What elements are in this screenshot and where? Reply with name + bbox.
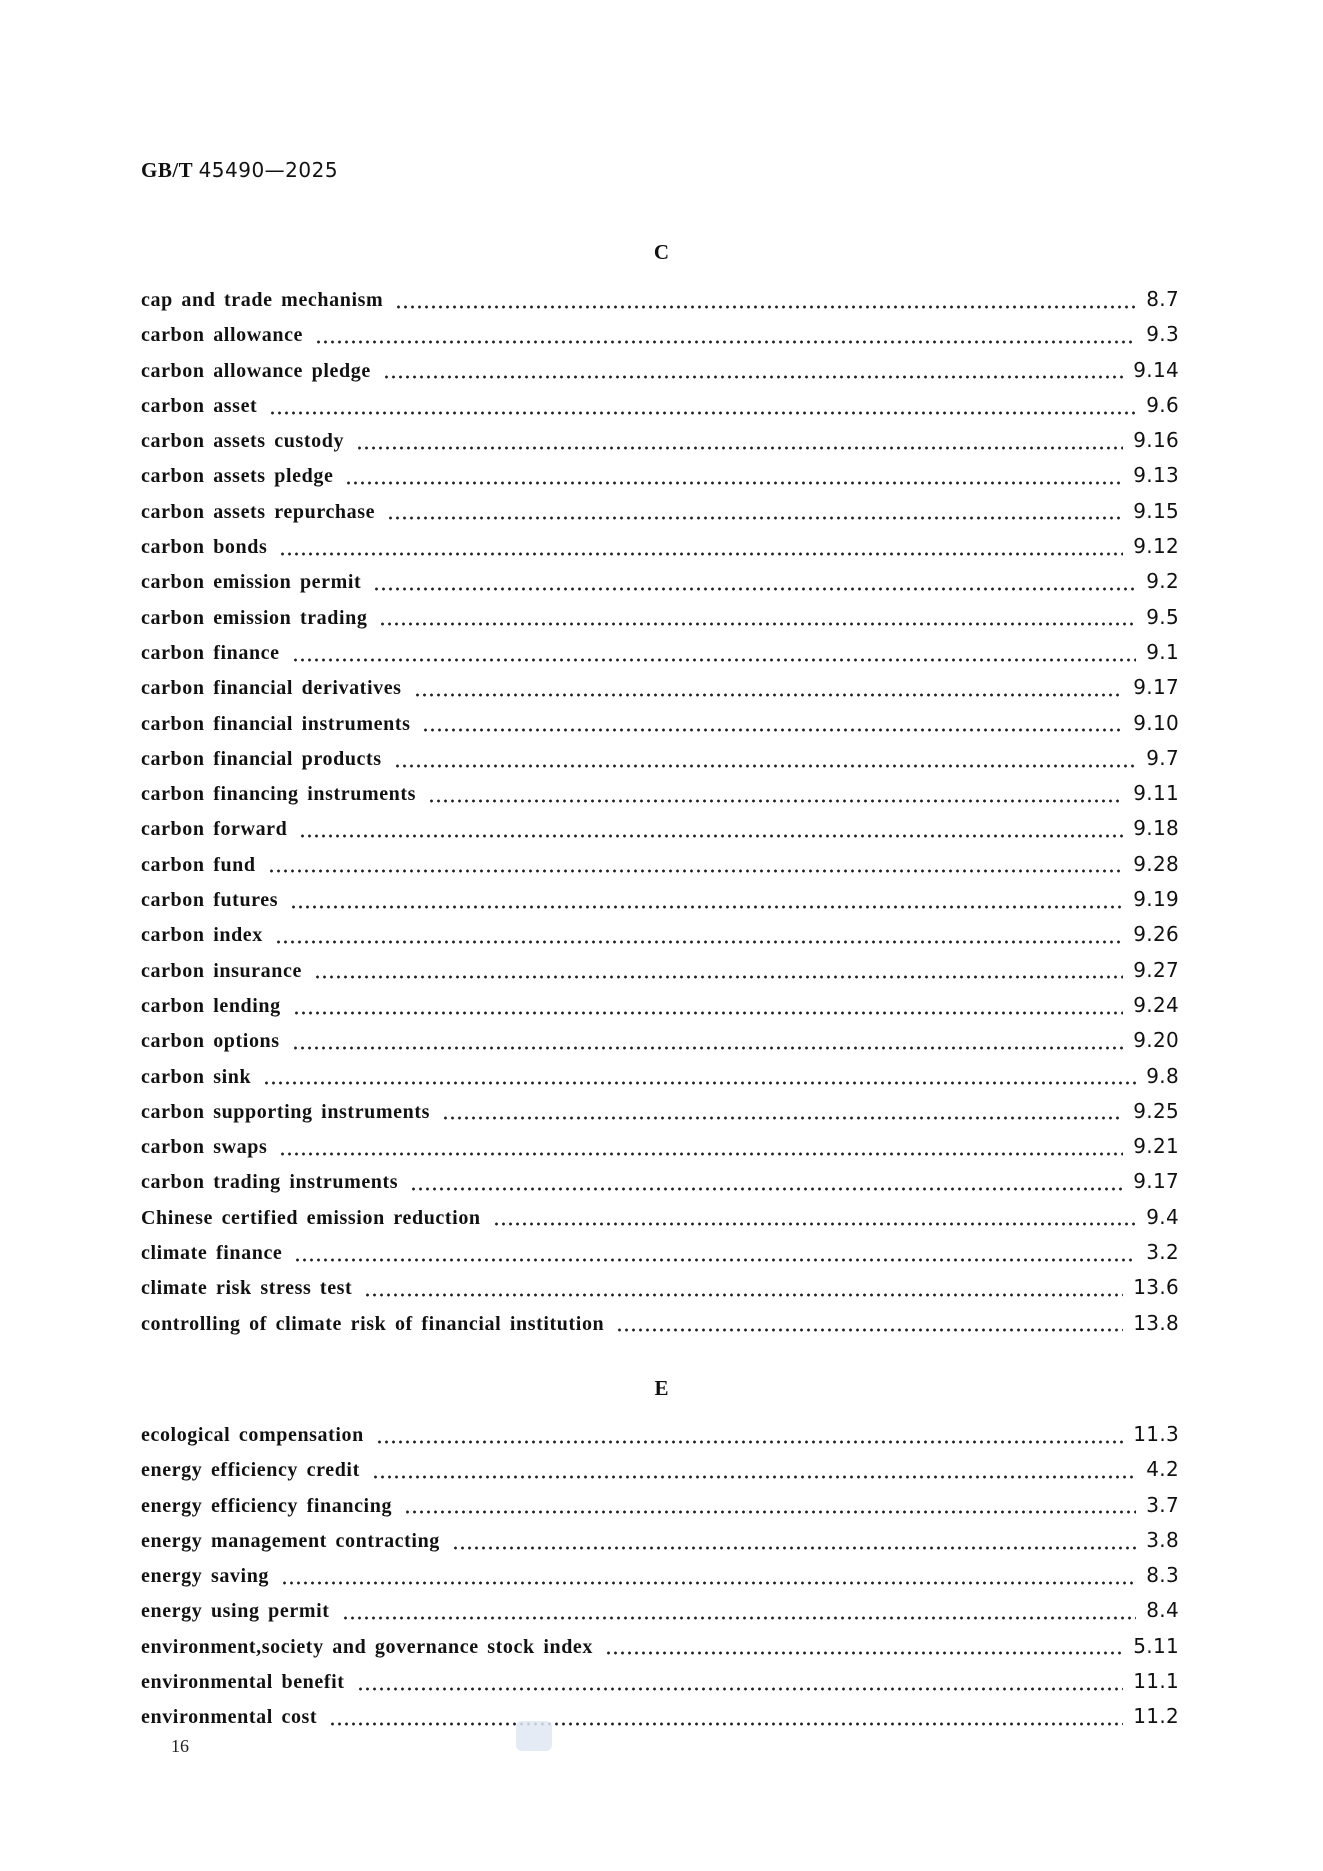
- dot-leader: [345, 469, 1123, 489]
- index-reference: 8.4: [1146, 1598, 1179, 1623]
- index-reference: 9.27: [1133, 957, 1179, 982]
- dot-leader: [263, 1069, 1136, 1089]
- dot-leader: [268, 857, 1124, 877]
- index-reference: 8.3: [1146, 1563, 1179, 1588]
- index-entry: [141, 1563, 1179, 1598]
- index-reference: 9.12: [1133, 534, 1179, 559]
- index-entry: [141, 1634, 1179, 1669]
- dot-leader: [387, 504, 1123, 524]
- index-reference: 9.28: [1133, 851, 1179, 876]
- index-term: environmental cost: [141, 1706, 318, 1729]
- index-entry: [141, 499, 1179, 534]
- index-entry: [141, 922, 1179, 957]
- index-term: ecological compensation: [141, 1424, 364, 1446]
- index-term: carbon assets pledge: [141, 465, 334, 488]
- index-term: carbon supporting instruments: [141, 1100, 430, 1123]
- dot-leader: [292, 1034, 1124, 1054]
- index-entry: [141, 1240, 1179, 1275]
- index-entry: [141, 1205, 1179, 1240]
- index-reference: 3.7: [1146, 1492, 1179, 1517]
- index-term: controlling of climate risk of financial institution: [141, 1312, 605, 1335]
- index-reference: 9.21: [1133, 1134, 1179, 1159]
- index-entry: [141, 1422, 1179, 1457]
- index-section-c: [141, 287, 1179, 1346]
- dot-leader: [299, 822, 1123, 842]
- standard-code-number: 45490—2025: [198, 158, 339, 182]
- index-term: carbon bonds: [141, 536, 268, 559]
- dot-leader: [404, 1498, 1136, 1518]
- index-entry: [141, 746, 1179, 781]
- index-term: carbon sink: [141, 1065, 252, 1088]
- index-term: carbon assets repurchase: [141, 500, 376, 523]
- index-reference: 9.7: [1146, 745, 1179, 770]
- index-reference: 13.6: [1133, 1275, 1179, 1300]
- index-term: carbon emission permit: [141, 571, 362, 594]
- dot-leader: [314, 963, 1123, 983]
- index-term: carbon financing instruments: [141, 783, 417, 806]
- index-reference: 9.18: [1133, 816, 1179, 841]
- index-term: carbon asset: [141, 394, 258, 417]
- dot-leader: [383, 363, 1123, 383]
- index-reference: 9.11: [1133, 781, 1179, 806]
- dot-leader: [279, 1140, 1123, 1160]
- index-term: cap and trade mechanism: [141, 289, 384, 311]
- index-reference: 9.10: [1133, 710, 1179, 735]
- dot-leader: [364, 1281, 1123, 1301]
- dot-leader: [376, 1428, 1123, 1448]
- index-reference: 11.2: [1133, 1704, 1179, 1729]
- index-reference: 11.3: [1133, 1422, 1179, 1446]
- index-term: environment,society and governance stock index: [141, 1635, 593, 1658]
- index-entry: [141, 1457, 1179, 1492]
- index-term: energy efficiency credit: [141, 1459, 360, 1482]
- dot-leader: [293, 999, 1124, 1019]
- index-term: carbon financial products: [141, 747, 382, 770]
- index-reference: 3.2: [1146, 1240, 1179, 1265]
- dot-leader: [414, 681, 1124, 701]
- index-reference: 9.8: [1146, 1063, 1179, 1088]
- dot-leader: [442, 1104, 1123, 1124]
- index-term: energy saving: [141, 1565, 270, 1588]
- index-term: carbon allowance pledge: [141, 359, 371, 382]
- dot-leader: [294, 1246, 1136, 1266]
- index-reference: 9.24: [1133, 992, 1179, 1017]
- dot-leader: [329, 1710, 1123, 1730]
- index-entry: [141, 287, 1179, 322]
- index-reference: 9.17: [1133, 675, 1179, 700]
- index-entry: [141, 1493, 1179, 1528]
- index-term: environmental benefit: [141, 1671, 345, 1694]
- index-term: carbon financial instruments: [141, 712, 411, 735]
- dot-leader: [275, 928, 1123, 948]
- index-reference: 9.16: [1133, 428, 1179, 453]
- index-term: carbon options: [141, 1030, 280, 1053]
- index-reference: 9.17: [1133, 1169, 1179, 1194]
- dot-leader: [379, 610, 1136, 630]
- section-letter-e: E: [654, 1376, 669, 1400]
- dot-leader: [395, 293, 1136, 313]
- index-entry: [141, 463, 1179, 498]
- dot-leader: [616, 1316, 1123, 1336]
- index-entry: [141, 640, 1179, 675]
- index-entry: [141, 1134, 1179, 1169]
- index-term: carbon assets custody: [141, 430, 345, 453]
- index-entry: [141, 816, 1179, 851]
- index-term: energy management contracting: [141, 1529, 440, 1552]
- index-term: carbon allowance: [141, 324, 304, 347]
- index-entry: [141, 711, 1179, 746]
- index-entry: [141, 393, 1179, 428]
- index-term: Chinese certified emission reduction: [141, 1206, 481, 1229]
- index-entry: [141, 605, 1179, 640]
- index-entry: [141, 1598, 1179, 1633]
- dot-leader: [493, 1210, 1137, 1230]
- index-entry: [141, 428, 1179, 463]
- index-entry: [141, 1028, 1179, 1063]
- index-reference: 9.4: [1146, 1204, 1179, 1229]
- index-reference: 9.15: [1133, 498, 1179, 523]
- dot-leader: [422, 716, 1123, 736]
- index-reference: 13.8: [1133, 1310, 1179, 1335]
- dot-leader: [357, 1675, 1124, 1695]
- index-reference: 9.2: [1146, 569, 1179, 594]
- index-term: carbon lending: [141, 994, 281, 1017]
- index-entry: [141, 1669, 1179, 1704]
- dot-leader: [428, 787, 1123, 807]
- dot-leader: [315, 328, 1136, 348]
- index-entry: [141, 1169, 1179, 1204]
- index-section-e: [141, 1422, 1179, 1740]
- dot-leader: [292, 646, 1137, 666]
- index-entry: [141, 1099, 1179, 1134]
- dot-leader: [342, 1604, 1137, 1624]
- index-entry: [141, 1704, 1179, 1739]
- index-term: climate finance: [141, 1242, 283, 1265]
- index-entry: [141, 1528, 1179, 1563]
- sac-watermark-logo: [516, 1721, 552, 1751]
- index-term: carbon index: [141, 924, 263, 947]
- index-term: carbon trading instruments: [141, 1171, 399, 1194]
- index-reference: 4.2: [1146, 1457, 1179, 1482]
- dot-leader: [356, 434, 1123, 454]
- index-reference: 9.1: [1146, 639, 1179, 664]
- index-reference: 9.14: [1133, 357, 1179, 382]
- index-term: energy using permit: [141, 1600, 330, 1623]
- index-reference: 9.26: [1133, 922, 1179, 947]
- standard-code: [141, 158, 338, 183]
- dot-leader: [281, 1569, 1136, 1589]
- index-term: carbon finance: [141, 641, 280, 664]
- index-reference: 8.7: [1146, 287, 1179, 311]
- index-term: carbon swaps: [141, 1136, 268, 1159]
- index-entry: [141, 993, 1179, 1028]
- index-reference: 9.25: [1133, 1098, 1179, 1123]
- index-entry: [141, 1311, 1179, 1346]
- dot-leader: [372, 1463, 1136, 1483]
- index-term: carbon emission trading: [141, 606, 368, 629]
- index-entry: [141, 322, 1179, 357]
- section-letter-c: C: [653, 240, 670, 264]
- dot-leader: [373, 575, 1136, 595]
- page-number: 16: [171, 1736, 189, 1756]
- index-entry: [141, 887, 1179, 922]
- index-entry: [141, 569, 1179, 604]
- index-entry: [141, 358, 1179, 393]
- dot-leader: [394, 752, 1137, 772]
- dot-leader: [269, 399, 1136, 419]
- dot-leader: [290, 893, 1123, 913]
- index-entry: [141, 534, 1179, 569]
- index-reference: 9.19: [1133, 887, 1179, 912]
- index-reference: 9.3: [1146, 322, 1179, 347]
- index-term: carbon fund: [141, 853, 256, 876]
- dot-leader: [410, 1175, 1123, 1195]
- index-entry: [141, 1275, 1179, 1310]
- index-entry: [141, 852, 1179, 887]
- index-term: carbon insurance: [141, 959, 302, 982]
- index-reference: 5.11: [1133, 1633, 1179, 1658]
- standard-code-prefix: GB/T: [141, 158, 193, 182]
- index-term: climate risk stress test: [141, 1277, 353, 1300]
- dot-leader: [452, 1534, 1136, 1554]
- index-reference: 3.8: [1146, 1527, 1179, 1552]
- index-entry: [141, 675, 1179, 710]
- index-term: carbon forward: [141, 818, 288, 841]
- index-term: energy efficiency financing: [141, 1494, 393, 1517]
- index-term: carbon futures: [141, 889, 279, 912]
- index-entry: [141, 1064, 1179, 1099]
- index-term: carbon financial derivatives: [141, 677, 402, 700]
- index-reference: 9.6: [1146, 392, 1179, 417]
- index-reference: 9.20: [1133, 1028, 1179, 1053]
- index-entry: [141, 958, 1179, 993]
- index-reference: 9.5: [1146, 604, 1179, 629]
- index-entry: [141, 781, 1179, 816]
- index-reference: 11.1: [1133, 1669, 1179, 1694]
- dot-leader: [605, 1639, 1123, 1659]
- dot-leader: [279, 540, 1123, 560]
- index-reference: 9.13: [1133, 463, 1179, 488]
